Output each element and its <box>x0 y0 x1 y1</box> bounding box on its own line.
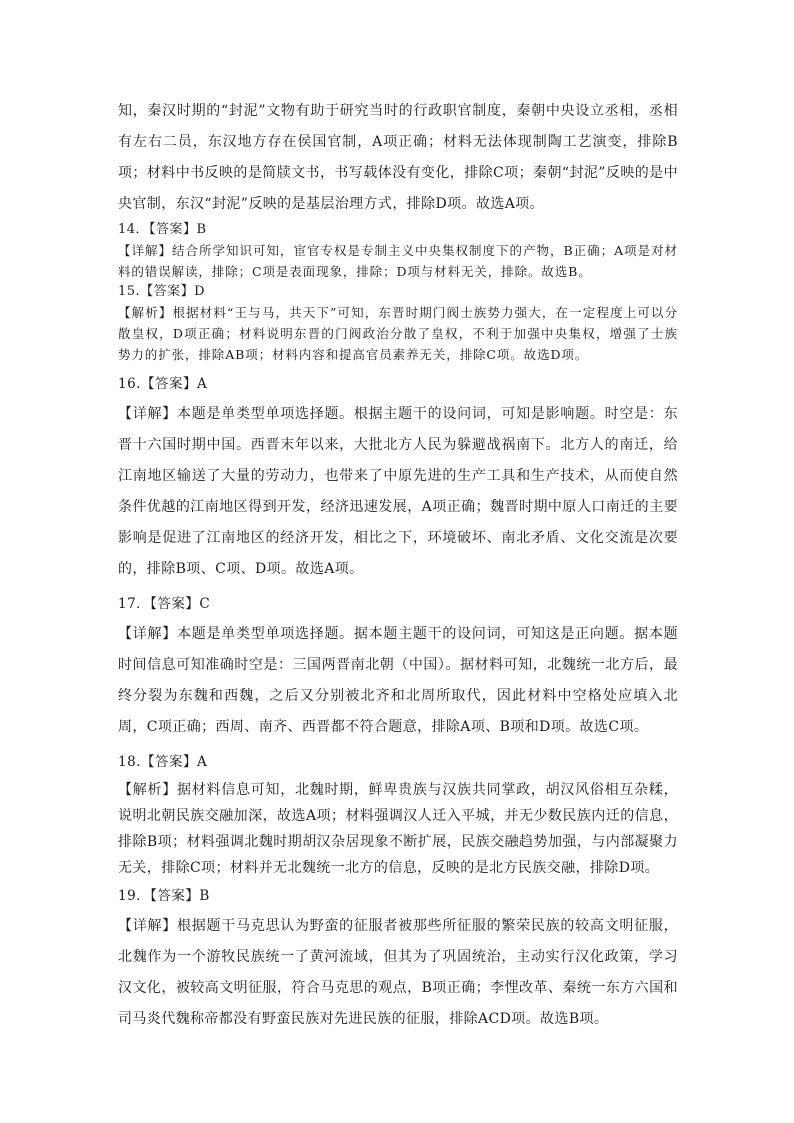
q15-answer-heading: 15.【答案】D <box>118 284 206 299</box>
q17-answer-heading: 17．【答案】C <box>118 596 211 612</box>
q14-answer-heading: 14．【答案】B <box>118 222 207 237</box>
q18-explanation: 【解析】据材料信息可知，北魏时期，鲜卑贵族与汉族共同掌政，胡汉风俗相互杂糅，说明北朝民族交融加深，故选A项；材料强调汉人迁入平城，并无少数民族内迁的信息，排除B项；材料强调北魏时期胡汉杂居现象不断扩展，民族交融趋势加强，与内部凝聚力无关，排除C项；材料并无北魏统一北方的信息，反映的是北方民族交融，排除D项。 <box>118 782 678 876</box>
q19-explanation: 【详解】根据题干马克思认为野蛮的征服者被那些所征服的繁荣民族的较高文明征服，北魏作为一个游牧民族统一了黄河流域，但其为了巩固统治，主动实行汉化政策，学习汉文化，被较高文明征服，符合马克思的观点，B项正确；李悝改革、秦统一东方六国和司马炎代魏称帝都没有野蛮民族对先进民族的征服，排除ACD项。故选B项。 <box>118 918 678 1027</box>
q18-answer-heading: 18.【答案】A <box>118 754 208 770</box>
q16-explanation: 【详解】本题是单类型单项选择题。根据主题干的设问词，可知是影响题。时空是：东晋十六国时期中国。西晋末年以来，大批北方人民为躲避战祸南下。北方人的南迁，给江南地区输送了大量的劳动力，也带来了中原先进的生产工具和生产技术，从而使自然条件优越的江南地区得到开发，经济迅速发展，A项正确；魏晋时期中原人口南迁的主要影响是促进了江南地区的经济开发，相比之下，环境破坏、南北矛盾、文化交流是次要的，排除B项、C项、D项。故选A项。 <box>118 406 678 577</box>
q15-explanation: 【解析】根据材料“王与马，共天下”可知，东晋时期门阀士族势力强大，在一定程度上可以分散皇权，D项正确；材料说明东晋的门阀政治分散了皇权，不利于加强中央集权，增强了士族势力的扩张，排除AB项；材料内容和提高官员素养无关，排除C项。故选D项。 <box>118 305 678 362</box>
q16-answer-heading: 16.【答案】A <box>118 376 208 392</box>
q19-answer-heading: 19．【答案】B <box>118 888 210 904</box>
q14-explanation: 【详解】结合所学知识可知，宦官专权是专制主义中央集权制度下的产物，B正确；A项是对材料的错误解读，排除；C项是表面现象，排除；D项与材料无关，排除。故选B。 <box>118 243 678 279</box>
q13-answer-continuation: 知，秦汉时期的“封泥”文物有助于研究当时的行政职官制度，秦朝中央设立丞相，丞相有左右二员，东汉地方存在侯国官制，A项正确；材料无法体现制陶工艺演变，排除B项；材料中书反映的是简牍文书，书写载体没有变化，排除C项；秦朝“封泥”反映的是中央官制，东汉“封泥”反映的是基层治理方式，排除D项。故选A项。 <box>118 103 678 212</box>
q17-explanation: 【详解】本题是单类型单项选择题。据本题主题干的设问词，可知这是正向题。据本题时间信息可知准确时空是：三国两晋南北朝（中国）。据材料可知，北魏统一北方后，最终分裂为东魏和西魏，之后又分别被北齐和北周所取代，因此材料中空格处应填入北周，C项正确；西周、南齐、西晋都不符合题意，排除A项、B项和D项。故选C项。 <box>118 626 678 735</box>
document-page <box>118 96 678 1035</box>
